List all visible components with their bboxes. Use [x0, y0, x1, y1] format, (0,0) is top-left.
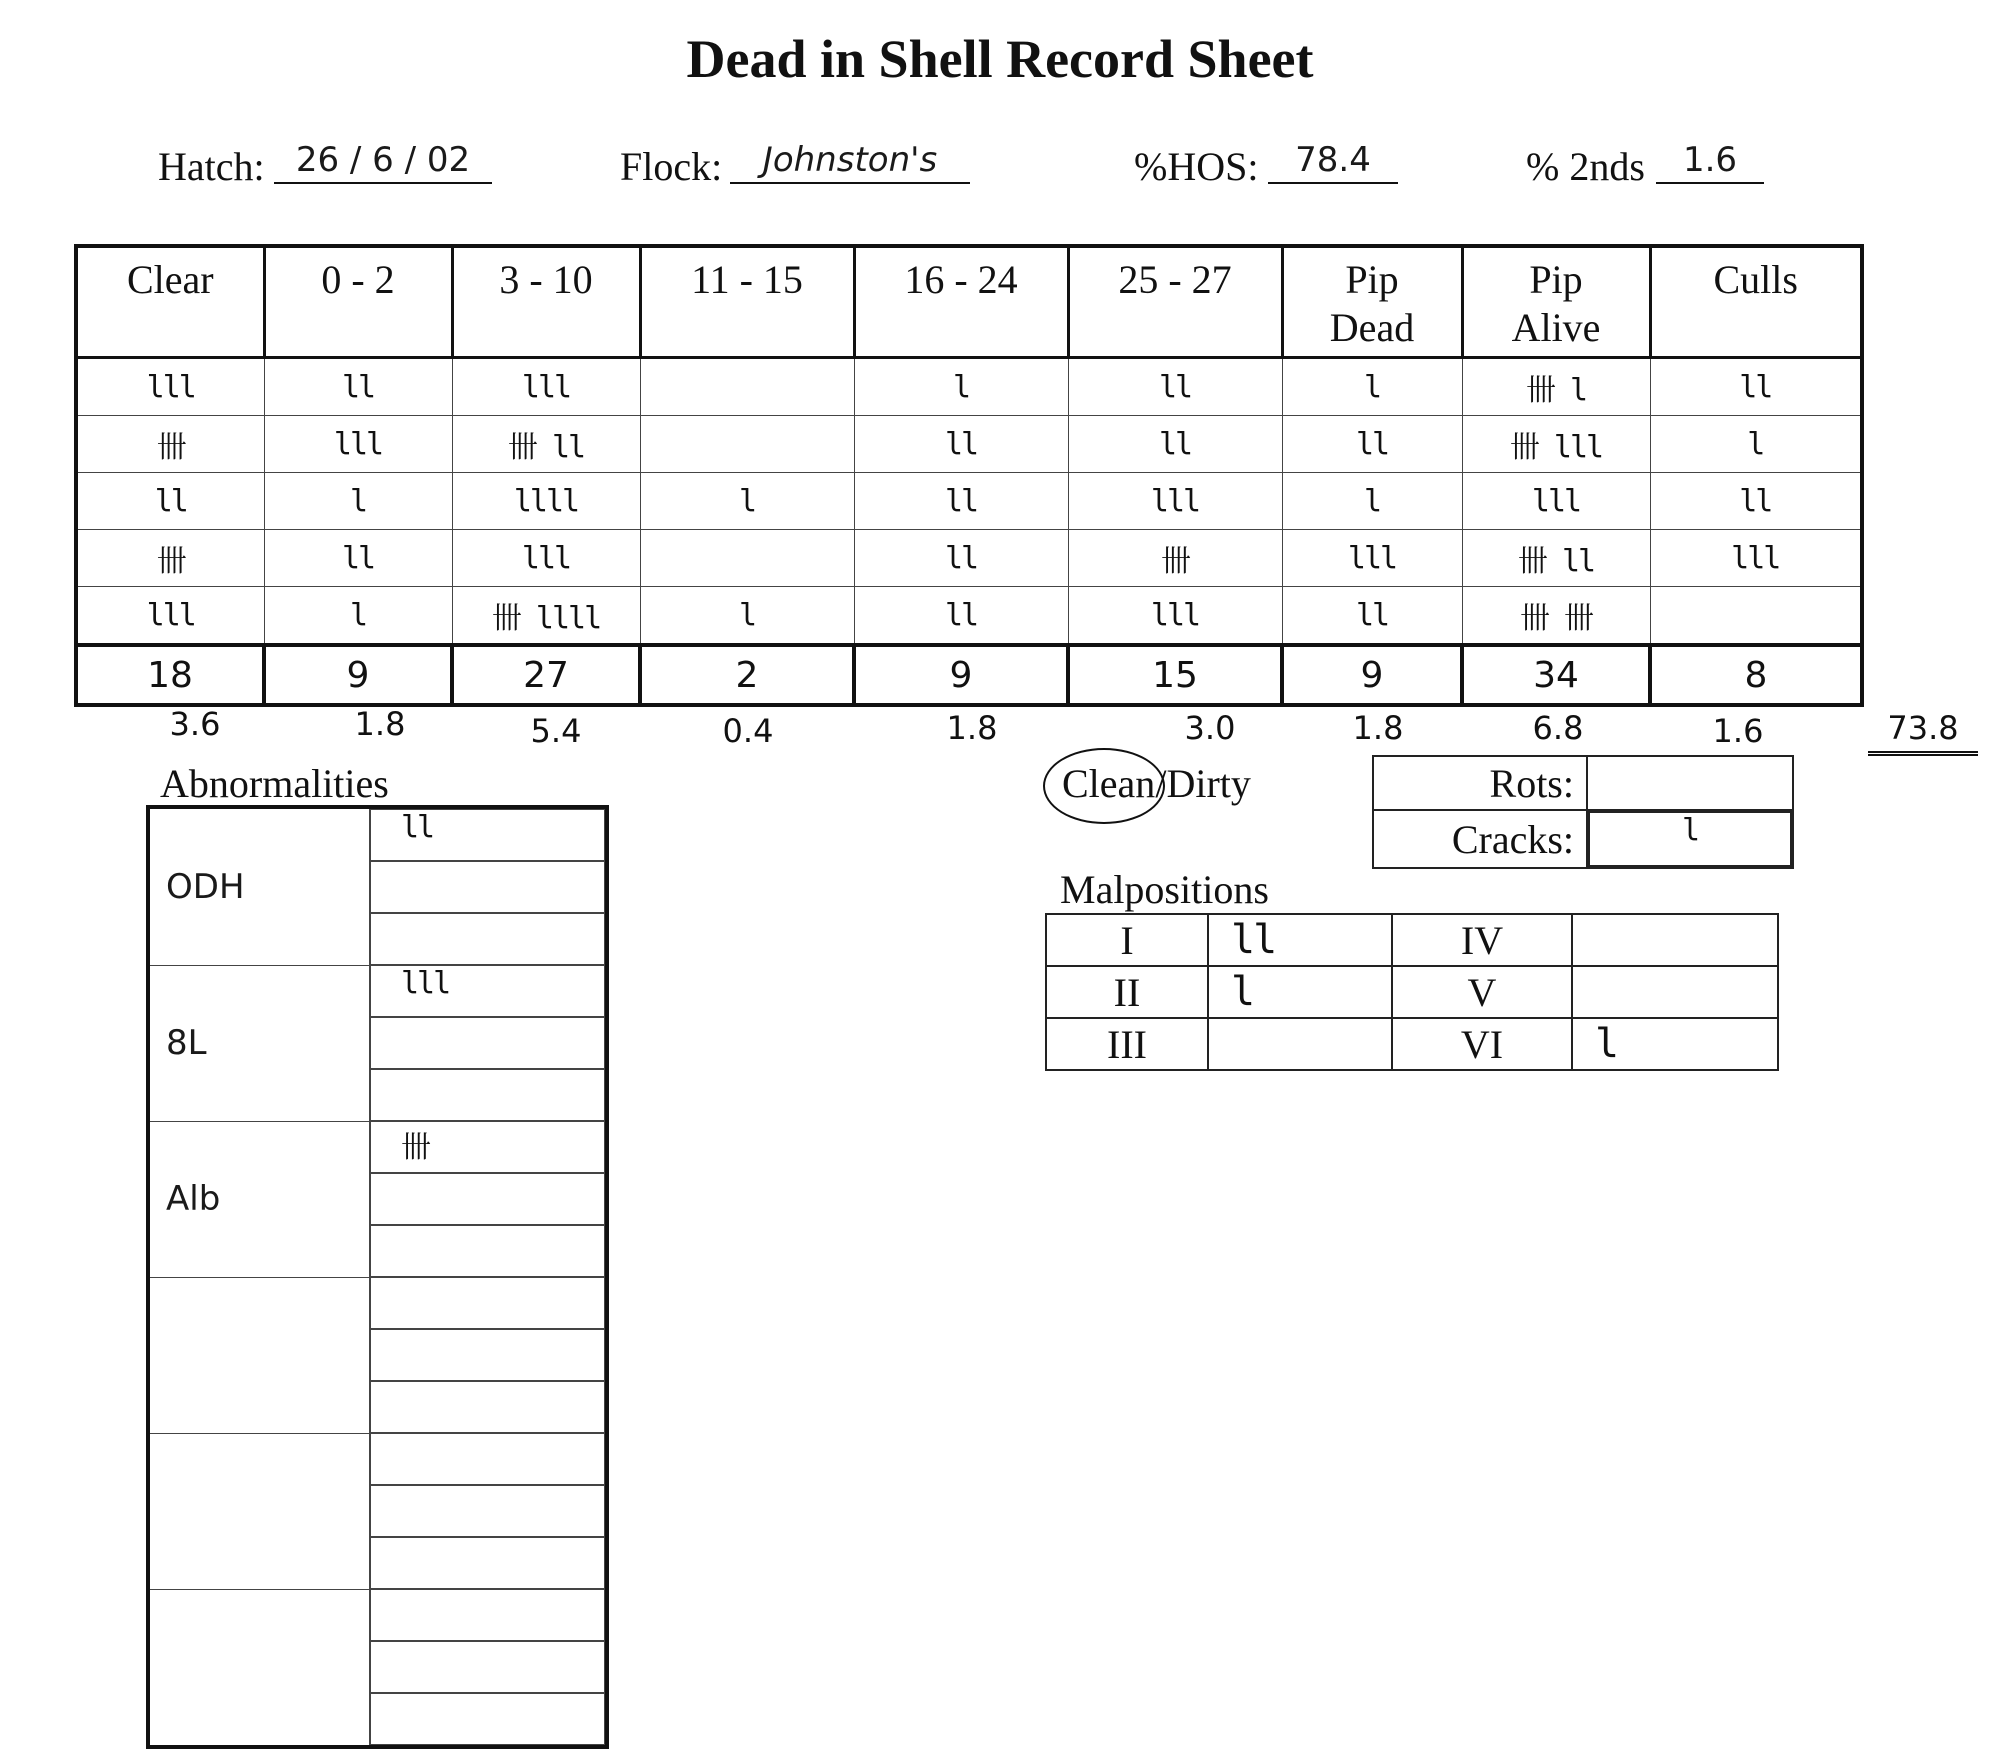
hos-label: %HOS: [1134, 144, 1259, 189]
malpositions-table [1045, 913, 1779, 1071]
tally-marks: l [1363, 369, 1381, 405]
tally-cell[interactable] [452, 530, 640, 587]
tally-marks: l [738, 483, 756, 519]
tally-marks: 卌 [1161, 544, 1189, 579]
tally-cell[interactable] [452, 358, 640, 416]
tally-marks: ll [1355, 597, 1389, 633]
abnormalities-label: Abnormalities [160, 761, 389, 806]
percent-value: 1.8 [354, 705, 406, 743]
abnormality-count-cell[interactable] [370, 1485, 605, 1537]
tally-marks: ll [1739, 369, 1772, 405]
hatch-value[interactable]: 26 / 6 / 02 [274, 140, 492, 184]
abnormality-type-cell[interactable]: ODH [148, 807, 370, 965]
malposition-label: V [1392, 966, 1572, 1018]
abnormality-type-cell[interactable]: Alb [148, 1121, 370, 1277]
rots-value[interactable] [1587, 756, 1793, 810]
tally-cell[interactable] [1462, 473, 1650, 530]
abnormality-type-cell[interactable] [148, 1433, 370, 1589]
column-header-culls: Culls [1650, 246, 1862, 358]
total-cell[interactable]: 9 [854, 645, 1068, 705]
tally-cell[interactable] [640, 416, 854, 473]
tally-cell[interactable] [1282, 587, 1462, 646]
tally-marks: lll [521, 540, 571, 576]
tally-cell[interactable] [1282, 416, 1462, 473]
tally-marks: ll [154, 483, 187, 519]
tally-row [76, 473, 1862, 530]
malposition-row [1046, 1018, 1778, 1070]
abnormality-count-cell[interactable] [370, 1641, 605, 1693]
tally-marks: ll [944, 540, 978, 576]
abnormality-row [148, 1433, 607, 1589]
tally-marks: lll [1150, 597, 1200, 633]
rots-label: Rots: [1373, 756, 1587, 810]
tally-marks: l [1363, 483, 1381, 519]
rots-cracks-table [1372, 755, 1794, 869]
tally-cell[interactable] [264, 473, 452, 530]
tally-marks: 卌 llll [491, 601, 601, 636]
tally-cell[interactable] [640, 587, 854, 646]
tally-row [76, 358, 1862, 416]
tally-cell[interactable] [854, 416, 1068, 473]
hos-value[interactable]: 78.4 [1268, 140, 1398, 184]
tally-cell[interactable] [1462, 587, 1650, 646]
clean-option[interactable]: Clean [1062, 761, 1156, 806]
abnormality-row [148, 1589, 607, 1747]
seconds-value[interactable]: 1.6 [1656, 140, 1764, 184]
malposition-count[interactable]: ll [1208, 914, 1392, 966]
malposition-label: III [1046, 1018, 1208, 1070]
malposition-label: II [1046, 966, 1208, 1018]
cracks-value[interactable]: l [1588, 811, 1792, 867]
tally-marks: ll [944, 483, 978, 519]
tally-cell[interactable] [1462, 530, 1650, 587]
cracks-label: Cracks: [1373, 810, 1587, 868]
tally-cell[interactable] [1282, 358, 1462, 416]
malposition-row [1046, 966, 1778, 1018]
dead-in-shell-table [74, 244, 1864, 707]
tally-marks: l [952, 369, 970, 405]
tally-marks: 卌 lll [1509, 430, 1603, 465]
tally-marks: 卌 ll [1517, 544, 1595, 579]
tally-cell[interactable] [1462, 358, 1650, 416]
grand-total: 73.8 [1868, 709, 1978, 756]
tally-marks: lll [146, 597, 195, 633]
tally-marks: ll [1158, 426, 1192, 462]
tally-marks: ll [341, 369, 375, 405]
percent-value: 1.6 [1712, 712, 1764, 750]
tally-cell[interactable] [76, 358, 264, 416]
tally-row [76, 416, 1862, 473]
abnormality-type-cell[interactable] [148, 1589, 370, 1747]
tally-marks: ll [341, 540, 375, 576]
tally-row [76, 587, 1862, 646]
tally-cell[interactable] [1650, 473, 1862, 530]
column-header-3-10: 3 - 10 [452, 246, 640, 358]
tally-cell[interactable] [640, 358, 854, 416]
total-cell[interactable]: 27 [452, 645, 640, 705]
tally-marks: 卌 ll [507, 430, 585, 465]
tally-cell[interactable] [264, 416, 452, 473]
tally-cell[interactable] [264, 530, 452, 587]
table-header-row [76, 246, 1862, 358]
abnormality-type-cell[interactable]: 8L [148, 965, 370, 1121]
abnormality-count-cell[interactable]: lll [370, 965, 605, 1017]
malposition-label: VI [1392, 1018, 1572, 1070]
tally-cell[interactable] [452, 587, 640, 646]
tally-marks: ll [1739, 483, 1772, 519]
tally-cell[interactable] [854, 587, 1068, 646]
totals-row [76, 645, 1862, 705]
tally-marks: lll [1731, 540, 1780, 576]
tally-cell[interactable] [452, 473, 640, 530]
percent-value: 6.8 [1532, 709, 1584, 747]
malpositions-label: Malpositions [1060, 867, 1269, 912]
total-cell[interactable]: 9 [264, 645, 452, 705]
tally-marks: lll [1347, 540, 1397, 576]
malposition-row [1046, 914, 1778, 966]
abnormality-count-cell[interactable] [370, 1173, 605, 1225]
tally-cell[interactable] [1068, 530, 1282, 587]
tally-marks: ll [944, 597, 978, 633]
tally-cell[interactable] [76, 416, 264, 473]
tally-cell[interactable] [1068, 416, 1282, 473]
malposition-count[interactable] [1572, 914, 1778, 966]
tally-marks: lll [333, 426, 383, 462]
tally-cell[interactable] [264, 587, 452, 646]
tally-cell[interactable] [854, 358, 1068, 416]
tally-cell[interactable] [1068, 587, 1282, 646]
tally-cell[interactable] [1068, 473, 1282, 530]
tally-marks: lll [1150, 483, 1200, 519]
tally-cell[interactable] [1068, 358, 1282, 416]
malposition-label: IV [1392, 914, 1572, 966]
abnormality-count-cell[interactable] [370, 913, 605, 965]
column-header-pip-dead: Pip Dead [1282, 246, 1462, 358]
total-cell[interactable]: 9 [1282, 645, 1462, 705]
tally-marks: l [349, 597, 367, 633]
abnormality-count-cell[interactable] [370, 1433, 605, 1485]
tally-marks: 卌 l [1525, 373, 1587, 408]
abnormality-count-cell[interactable] [370, 1225, 605, 1277]
tally-marks: llll [513, 483, 579, 519]
percent-value: 1.8 [1352, 709, 1404, 747]
tally-cell[interactable] [1650, 416, 1862, 473]
tally-marks: lll [146, 369, 195, 405]
tally-cell[interactable] [76, 473, 264, 530]
abnormality-count-cell[interactable] [370, 1589, 605, 1641]
malposition-label: I [1046, 914, 1208, 966]
abnormality-count-cell[interactable] [370, 1277, 605, 1329]
abnormality-row [148, 1277, 607, 1433]
flock-value[interactable]: Johnston's [730, 140, 970, 184]
abnormality-count-cell[interactable] [370, 1693, 605, 1745]
tally-marks: 卌 [156, 430, 185, 465]
total-cell[interactable]: 2 [640, 645, 854, 705]
percent-value: 0.4 [722, 712, 774, 750]
clean-dirty-option[interactable] [1062, 760, 1251, 807]
malposition-count[interactable] [1572, 966, 1778, 1018]
seconds-label: % 2nds [1526, 144, 1645, 189]
percent-value: 3.6 [169, 705, 221, 743]
tally-marks: ll [944, 426, 978, 462]
tally-marks: l [738, 597, 756, 633]
tally-cell[interactable] [1282, 530, 1462, 587]
percent-value: 3.0 [1184, 709, 1236, 747]
tally-cell[interactable] [854, 473, 1068, 530]
tally-cell[interactable] [452, 416, 640, 473]
abnormality-row [148, 1121, 607, 1277]
tally-cell[interactable] [1282, 473, 1462, 530]
tally-marks: ll [1158, 369, 1192, 405]
tally-cell[interactable] [640, 473, 854, 530]
tally-marks: l [349, 483, 367, 519]
abnormality-count-cell[interactable]: ll [370, 809, 605, 861]
total-cell[interactable]: 15 [1068, 645, 1282, 705]
percent-value: 5.4 [530, 712, 582, 750]
malposition-count[interactable]: l [1572, 1018, 1778, 1070]
malposition-count[interactable] [1208, 1018, 1392, 1070]
abnormality-count-cell[interactable] [370, 1017, 605, 1069]
tally-cell[interactable] [640, 530, 854, 587]
column-header-11-15: 11 - 15 [640, 246, 854, 358]
flock-label: Flock: [620, 144, 723, 189]
hatch-label: Hatch: [158, 144, 265, 189]
column-header-pip-alive: Pip Alive [1462, 246, 1650, 358]
column-header-0-2: 0 - 2 [264, 246, 452, 358]
abnormality-type-cell[interactable] [148, 1277, 370, 1433]
total-cell[interactable]: 8 [1650, 645, 1862, 705]
abnormality-count-cell[interactable] [370, 1537, 605, 1589]
column-header-16-24: 16 - 24 [854, 246, 1068, 358]
tally-row [76, 530, 1862, 587]
tally-cell[interactable] [1650, 530, 1862, 587]
dirty-option[interactable]: Dirty [1166, 761, 1251, 806]
tally-marks: l [1747, 426, 1764, 462]
page-title: Dead in Shell Record Sheet [686, 29, 1314, 89]
tally-cell[interactable] [854, 530, 1068, 587]
tally-marks: 卌 [156, 544, 185, 579]
tally-cell[interactable] [1462, 416, 1650, 473]
percent-value: 1.8 [946, 709, 998, 747]
total-cell[interactable]: 34 [1462, 645, 1650, 705]
tally-cell[interactable] [264, 358, 452, 416]
malposition-count[interactable]: l [1208, 966, 1392, 1018]
abnormalities-table [146, 805, 609, 1749]
tally-cell[interactable] [76, 530, 264, 587]
abnormality-count-cell[interactable]: 卌 [370, 1121, 605, 1173]
abnormality-row [148, 807, 607, 965]
tally-marks: ll [1355, 426, 1389, 462]
abnormality-count-cell[interactable] [370, 1381, 605, 1433]
tally-marks: lll [1531, 483, 1581, 519]
total-cell[interactable]: 18 [76, 645, 264, 705]
tally-marks: 卌 卌 [1519, 601, 1593, 636]
column-header-25-27: 25 - 27 [1068, 246, 1282, 358]
tally-marks: lll [521, 369, 571, 405]
abnormality-count-cell[interactable] [370, 1069, 605, 1121]
abnormality-count-cell[interactable] [370, 1329, 605, 1381]
column-header-clear: Clear [76, 246, 264, 358]
abnormality-row [148, 965, 607, 1121]
abnormality-count-cell[interactable] [370, 861, 605, 913]
tally-cell[interactable] [1650, 358, 1862, 416]
tally-cell[interactable] [76, 587, 264, 646]
tally-cell[interactable] [1650, 587, 1862, 646]
separator: / [1155, 761, 1167, 806]
